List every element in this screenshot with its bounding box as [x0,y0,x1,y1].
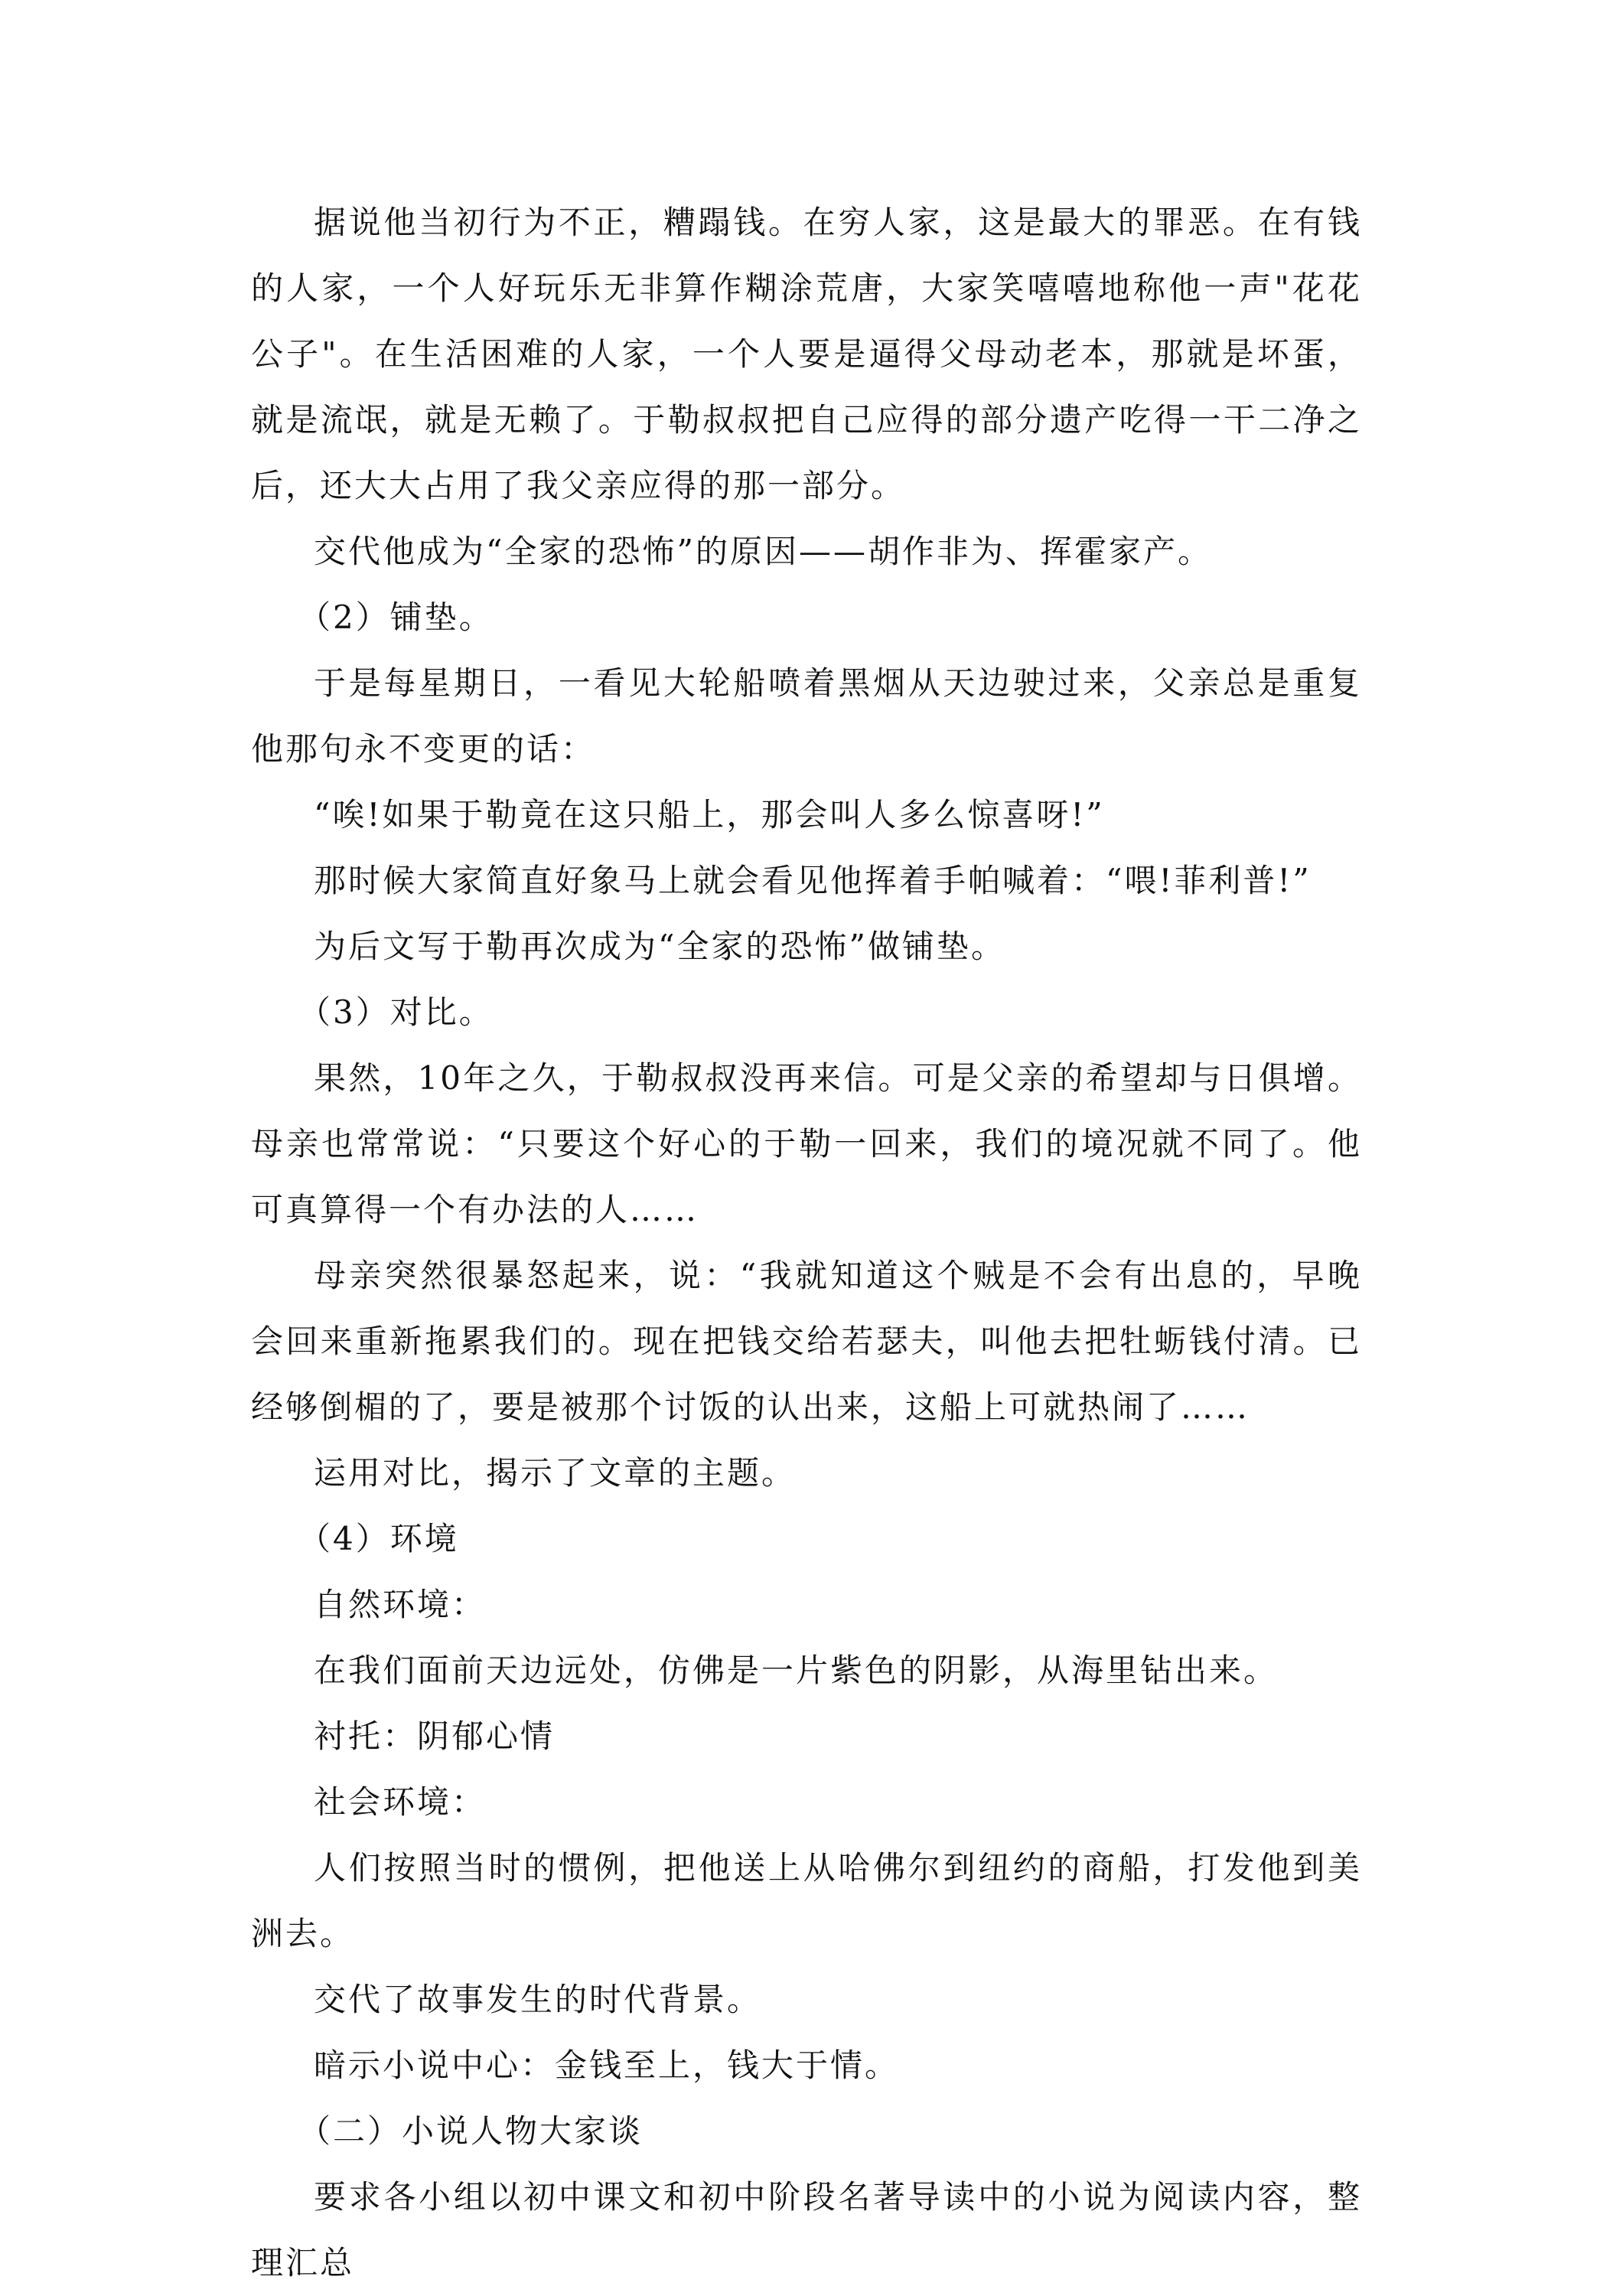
paragraph-mood-note: 衬托：阴郁心情 [314,1717,556,1755]
paragraph-natural-environment-quote: 在我们面前天边远处，仿佛是一片紫色的阴影，从海里钻出来。 [314,1652,1279,1689]
paragraph-explanation-terror: 交代他成为“全家的恐怖”的原因——胡作非为、挥霍家产。 [314,533,1212,570]
paragraph-natural-environment-label: 自然环境： [314,1586,487,1623]
document-body [251,190,1362,2296]
paragraph-theme-note: 暗示小说中心：金钱至上，钱大于情。 [314,2047,900,2084]
section-heading-foreshadowing: （2）铺垫。 [298,598,494,636]
section-heading-environment: （4）环境 [298,1520,459,1557]
paragraph-background-note: 交代了故事发生的时代背景。 [314,1981,762,2018]
paragraph-foreshadow-note: 为后文写于勒再次成为“全家的恐怖”做铺垫。 [314,928,1005,965]
paragraph-mother-angry: 母亲突然很暴怒起来，说：“我就知道这个贼是不会有出息的，早晚会回来重新拖累我们的。现在把钱交给若瑟夫，叫他去把牡蛎钱付清。已经够倒楣的了，要是被那个讨饭的认出来，这船上可就热闹了…… [251,1257,1362,1426]
paragraph-family-imagine: 那时候大家简直好象马上就会看见他挥着手帕喊着：“喂!菲利普!” [314,862,1312,899]
paragraph-social-environment-quote: 人们按照当时的惯例，把他送上从哈佛尔到纽约的商船，打发他到美洲去。 [251,1849,1362,1952]
paragraph-father-quote: “唉!如果于勒竟在这只船上，那会叫人多么惊喜呀!” [314,796,1105,833]
paragraph-uncle-background: 据说他当初行为不正，糟蹋钱。在穷人家，这是最大的罪恶。在有钱的人家，一个人好玩乐无非算作糊涂荒唐，大家笑嘻嘻地称他一声"花花公子"。在生活困难的人家，一个人要是逼得父母动老本，那就是坏蛋，就是流氓，就是无赖了。于勒叔叔把自己应得的部分遗产吃得一干二净之后，还大大占用了我父亲应得的那一部分。 [251,204,1362,504]
paragraph-group-task: 要求各小组以初中课文和初中阶段名著导读中的小说为阅读内容，整理汇总 [251,2178,1362,2281]
paragraph-hope-grows: 果然，10年之久，于勒叔叔没再来信。可是父亲的希望却与日俱增。母亲也常常说：“只要这个好心的于勒一回来，我们的境况就不同了。他可真算得一个有办法的人…… [251,1059,1362,1228]
paragraph-sunday-ships: 于是每星期日，一看见大轮船喷着黑烟从天边驶过来，父亲总是重复他那句永不变更的话： [251,664,1362,768]
paragraph-social-environment-label: 社会环境： [314,1783,487,1821]
paragraph-contrast-note: 运用对比，揭示了文章的主题。 [314,1454,797,1492]
section-heading-characters: （二）小说人物大家谈 [298,2112,644,2150]
section-heading-contrast: （3）对比。 [298,993,494,1031]
